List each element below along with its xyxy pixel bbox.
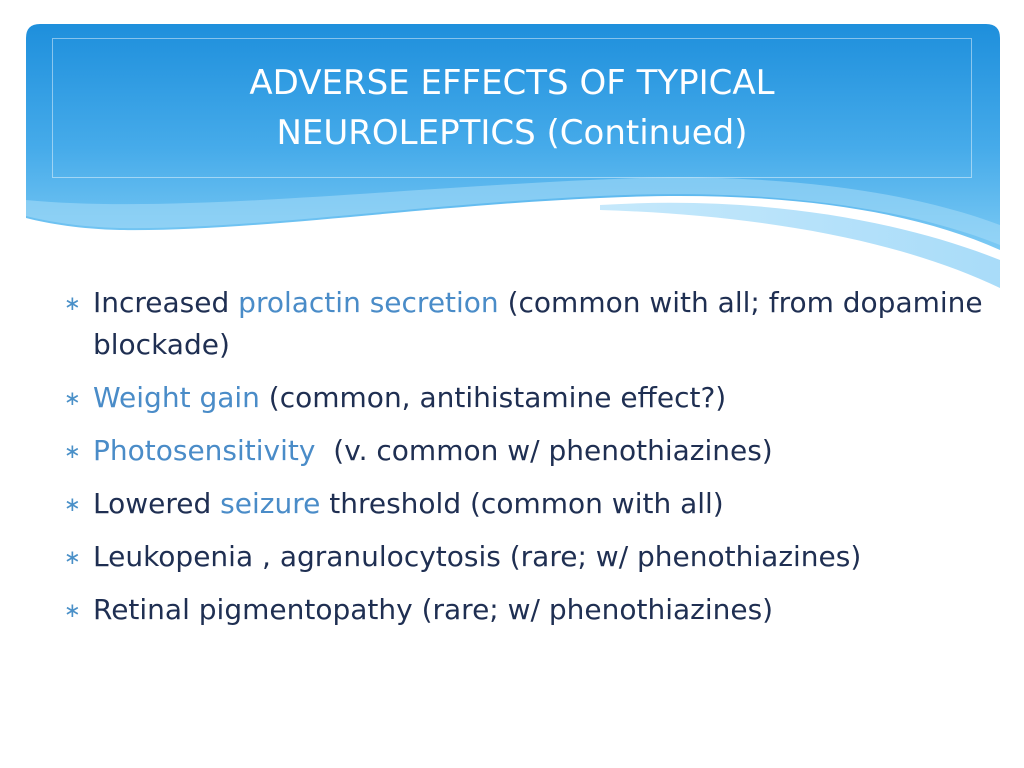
bullet-highlight: Photosensitivity <box>93 434 316 467</box>
bullet-text-pre: Lowered <box>93 487 221 520</box>
slide-title <box>52 58 972 158</box>
bullet-star-icon: ∗ <box>64 598 81 622</box>
bullet-text-post: (common, antihistamine effect?) <box>259 381 727 414</box>
bullet-star-icon: ∗ <box>64 386 81 410</box>
bullet-item-retinal-pigmentopathy <box>0 589 1024 631</box>
bullet-text: Retinal pigmentopathy (rare; w/ phenothiazines) <box>93 593 774 626</box>
bullet-highlight: prolactin secretion <box>238 286 499 319</box>
slide-title-line-1: ADVERSE EFFECTS OF TYPICAL <box>249 63 775 103</box>
bullet-text-post: (v. common w/ phenothiazines) <box>315 434 773 467</box>
bullet-star-icon: ∗ <box>64 291 81 315</box>
bullet-text: Leukopenia , agranulocytosis (rare; w/ phenothiazines) <box>93 540 862 573</box>
bullet-item-photosensitivity <box>0 430 1024 472</box>
bullet-highlight: Weight gain <box>93 381 260 414</box>
bullet-text-post: (common with all; from dopamine blockade) <box>93 286 983 361</box>
bullet-highlight: seizure <box>220 487 321 520</box>
bullet-item-prolactin <box>0 282 1024 366</box>
bullet-star-icon: ∗ <box>64 545 81 569</box>
bullet-star-icon: ∗ <box>64 492 81 516</box>
slide-title-line-2: NEUROLEPTICS (Continued) <box>276 113 748 153</box>
bullet-list <box>0 282 1024 642</box>
bullet-text-pre: Increased <box>93 286 239 319</box>
bullet-text-post: threshold (common with all) <box>320 487 724 520</box>
bullet-item-weight-gain <box>0 377 1024 419</box>
bullet-item-leukopenia <box>0 536 1024 578</box>
bullet-star-icon: ∗ <box>64 439 81 463</box>
bullet-item-seizure-threshold <box>0 483 1024 525</box>
slide-header-banner <box>0 0 1024 290</box>
